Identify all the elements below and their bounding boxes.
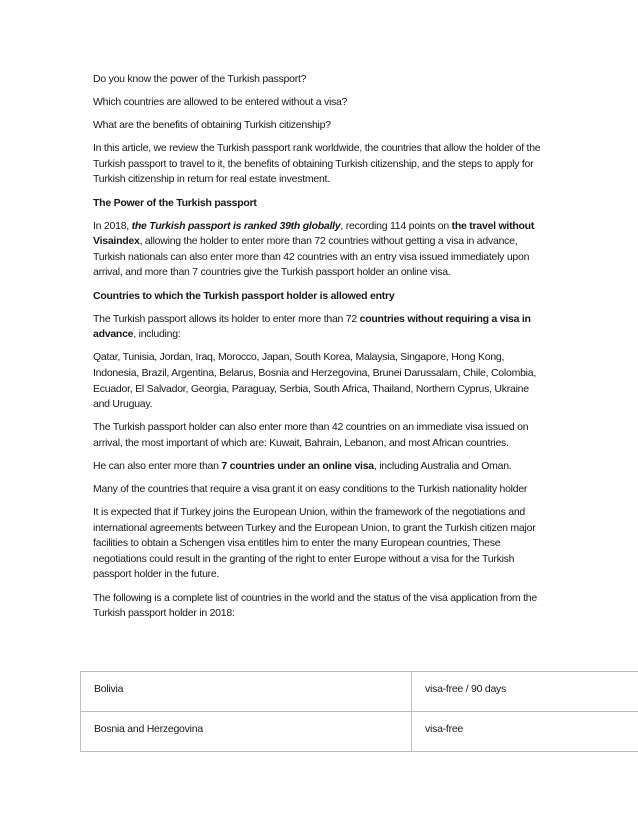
p7-a: He can also enter more than [93,459,222,472]
intro-paragraph: In this article, we review the Turkish passport rank worldwide, the countries that allow the holder of the Turkish passport to travel to it, the benefits of obtaining Turkish citizenship, and the steps to apply for Turkish citizenship in return for real estate investment. [93,142,541,186]
question-countries: Which countries are allowed to be entered without a visa? [93,96,348,109]
question-benefits: What are the benefits of obtaining Turkish citizenship? [93,119,331,132]
table-row [81,672,638,712]
paragraph-easy-conditions: Many of the countries that require a visa grant it on easy conditions to the Turkish nationality holder [93,482,528,495]
heading-power [93,196,543,212]
p2018-e: , allowing the holder to enter more than 72 countries without getting a visa in advance, Turkish nationals can also enter more than 42 countries with an entry visa issued immediately upon arrival, and more than 7 countries give the Turkish passport holder an online visa. [93,235,530,279]
heading-countries [93,289,543,305]
paragraph-2018 [93,219,543,281]
table-cell-country: Bosnia and Herzegovina [81,712,412,752]
p72-a: The Turkish passport allows its holder to enter more than 72 [93,312,360,325]
table-row [81,712,638,752]
p7-online-visa: 7 countries under an online visa [221,459,374,472]
table-cell-country: Bolivia [81,672,412,712]
p7-c: , including Australia and Oman. [373,459,512,472]
paragraph-complete-list: The following is a complete list of countries in the world and the status of the visa application from the Turkish passport holder in 2018: [93,591,537,620]
document-body [93,72,543,629]
p2018-rank: the Turkish passport is ranked 39th globally [131,219,341,232]
table-cell-status: visa-free [412,712,638,752]
question-power: Do you know the power of the Turkish passport? [93,73,307,85]
country-list: Qatar, Tunisia, Jordan, Iraq, Morocco, Japan, South Korea, Malaysia, Singapore, Hong Kong, Indonesia, Brazil, Argentina, Belarus, Bosnia and Herzegovina, Brunei Darussalam, Chile, Colombia, Ecuador, El Salvador, Georgia, Paraguay, Serbia, South Africa, Thailand, Northern Cyprus, Ukraine and Uruguay. [93,351,536,411]
p2018-index: the travel without Visaindex [93,219,535,248]
heading-power-text: The Power of the Turkish passport [93,196,257,209]
table-cell-status: visa-free / 90 days [412,672,638,712]
paragraph-42: The Turkish passport holder can also enter more than 42 countries on an immediate visa issued on arrival, the most important of which are: Kuwait, Bahrain, Lebanon, and most African countries. [93,421,529,449]
p2018-c: , recording 114 points on [340,219,452,232]
p2018-a: In 2018, [93,219,132,232]
paragraph-eu: It is expected that if Turkey joins the European Union, within the framework of the negotiations and international agreements between Turkey and the European Union, to grant the Turkish citizen major facilities to obtain a Schengen visa entitles him to enter the many European countries, These negotiations could result in the granting of the right to enter Europe without a visa for the Turkish passport holder in the future. [93,506,536,581]
p72-c: , including: [133,328,181,341]
paragraph-7 [93,459,543,475]
heading-countries-text: Countries to which the Turkish passport holder is allowed entry [93,289,395,302]
visa-table [80,671,638,752]
p72-visa-free: countries without requiring a visa in advance [93,312,531,341]
paragraph-72 [93,312,543,343]
